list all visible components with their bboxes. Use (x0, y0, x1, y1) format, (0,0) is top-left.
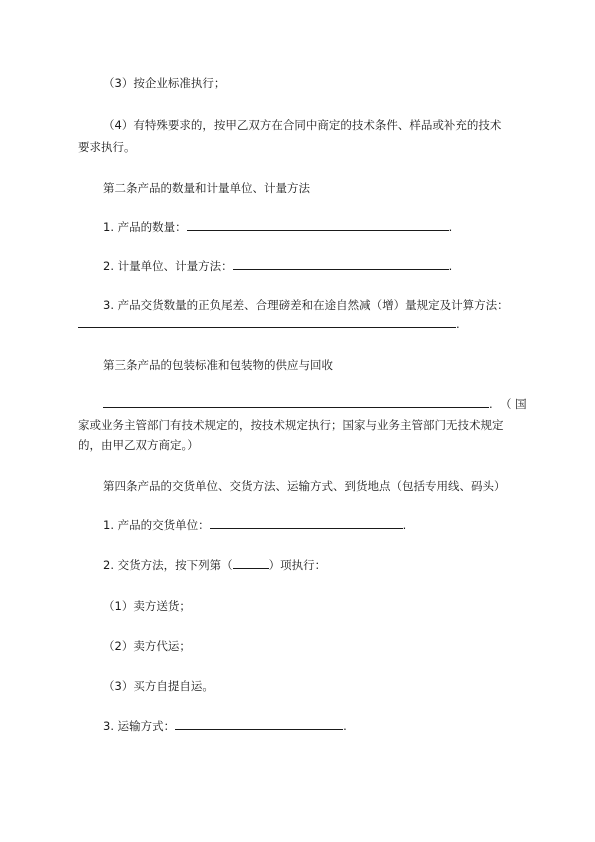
article-2-item-3 (103, 297, 509, 313)
article-3-packing-line1: . (103, 396, 493, 412)
clause-text: 家或业务主管部门有技术规定的，按技术规定执行；国家与业务主管部门无技术规定 (78, 418, 504, 432)
unit-method-blank[interactable] (233, 258, 449, 270)
article-heading: 第二条产品的数量和计量单位、计量方法 (103, 181, 310, 195)
tolerance-method-blank[interactable] (78, 316, 456, 328)
article-3-note-start (500, 396, 527, 412)
article-4-title (103, 478, 506, 494)
clause-4-special-line1 (103, 117, 501, 133)
clause-4-special-line2 (78, 139, 136, 155)
article-4-item-3: 3. 运输方式： . (103, 719, 347, 733)
item-label: 2. 计量单位、计量方法： (103, 259, 233, 273)
item-label: 3. 产品交货数量的正负尾差、合理磅差和在途自然减（增）量规定及计算方法： (103, 298, 509, 312)
item-label: 1. 产品的交货单位： (103, 518, 210, 532)
option-text: （2）卖方代运； (103, 639, 191, 653)
packing-standard-blank[interactable] (103, 396, 489, 408)
article-3-note-line3 (78, 437, 199, 453)
clause-text: 要求执行。 (78, 140, 136, 154)
item-label: 3. 运输方式： (103, 719, 176, 733)
article-4-item-2 (103, 557, 326, 573)
item-label: 2. 交货方法，按下列第（ (103, 558, 233, 572)
clause-text: （ 国 (500, 397, 527, 411)
article-4-item-1: 1. 产品的交货单位： . (103, 518, 407, 532)
article-3-note-line2 (78, 417, 504, 433)
transport-mode-blank[interactable] (175, 718, 343, 730)
article-2-title (103, 180, 310, 196)
clause-3-standard (103, 75, 225, 91)
clause-text: （4）有特殊要求的，按甲乙双方在合同中商定的技术条件、样品或补充的技术 (103, 118, 502, 132)
clause-text: （3）按企业标准执行； (103, 76, 226, 90)
clause-text: 的，由甲乙双方商定。） (78, 438, 199, 452)
delivery-option-3 (103, 678, 214, 694)
delivery-option-1 (103, 598, 191, 614)
article-2-item-1: 1. 产品的数量： . (103, 220, 453, 234)
item-label: 1. 产品的数量： (103, 220, 187, 234)
delivery-option-blank[interactable] (233, 557, 269, 569)
article-2-item-3-blank-line: . (78, 316, 460, 332)
option-text: （3）买方自提自运。 (103, 679, 214, 693)
item-label-suffix: ）项执行： (268, 558, 327, 572)
article-2-item-2: 2. 计量单位、计量方法： . (103, 259, 453, 273)
article-heading: 第三条产品的包装标准和包装物的供应与回收 (103, 358, 333, 372)
delivery-unit-blank[interactable] (210, 517, 403, 529)
article-3-title (103, 357, 333, 373)
option-text: （1）卖方送货； (103, 599, 191, 613)
delivery-option-2 (103, 638, 191, 654)
article-heading: 第四条产品的交货单位、交货方法、运输方式、到货地点（包括专用线、码头） (103, 479, 506, 493)
quantity-blank[interactable] (187, 219, 449, 231)
